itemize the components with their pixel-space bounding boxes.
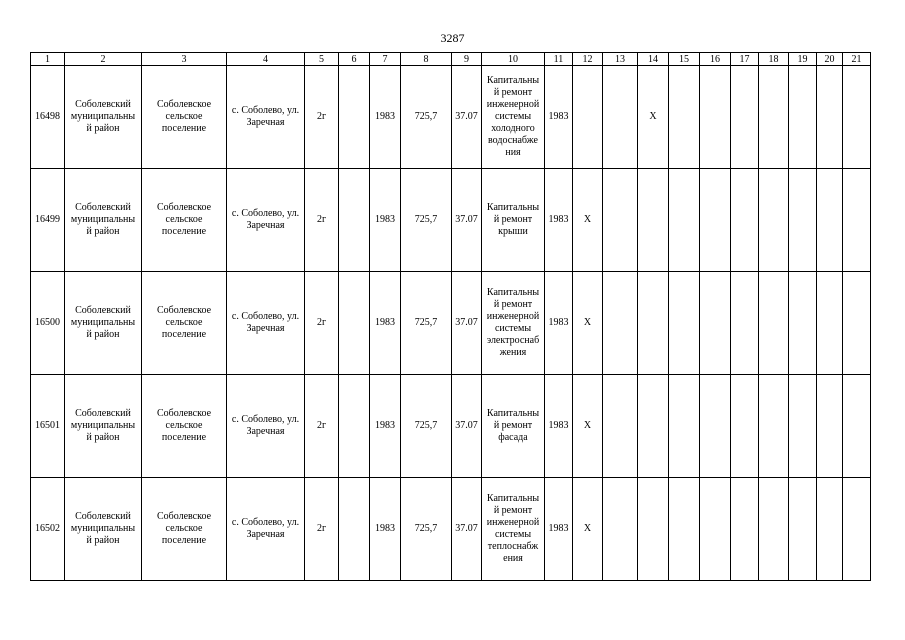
build-year-cell: 1983	[370, 478, 401, 581]
period-mark-cell-14	[638, 375, 669, 478]
rate-cell: 37.07	[452, 169, 482, 272]
year-cell: 1983	[545, 375, 573, 478]
period-mark-cell-14	[638, 478, 669, 581]
municipal-district-cell: Соболевский муниципальны й район	[65, 66, 142, 169]
period-mark-cell-15	[669, 375, 700, 478]
period-mark-cell-17	[731, 66, 759, 169]
period-mark-cell-13	[603, 478, 638, 581]
period-mark-cell-17	[731, 478, 759, 581]
area-cell: 725,7	[401, 169, 452, 272]
registry-table	[30, 52, 871, 581]
house-number-cell: 2г	[305, 272, 339, 375]
period-mark-cell-20	[817, 169, 843, 272]
column-header: 17	[731, 53, 759, 66]
column-number-row	[31, 53, 871, 66]
period-mark-cell-13	[603, 375, 638, 478]
period-mark-cell-18	[759, 375, 789, 478]
municipal-district-cell: Соболевский муниципальны й район	[65, 169, 142, 272]
corpus-cell	[339, 375, 370, 478]
column-header: 5	[305, 53, 339, 66]
period-mark-cell-20	[817, 375, 843, 478]
record-id-cell: 16499	[31, 169, 65, 272]
rate-cell: 37.07	[452, 272, 482, 375]
period-mark-cell-19	[789, 272, 817, 375]
period-mark-cell-16	[700, 478, 731, 581]
period-mark-cell-14: X	[638, 66, 669, 169]
settlement-cell: Соболевское сельское поселение	[142, 375, 227, 478]
municipal-district-cell: Соболевский муниципальны й район	[65, 375, 142, 478]
period-mark-cell-12	[573, 66, 603, 169]
settlement-cell: Соболевское сельское поселение	[142, 66, 227, 169]
work-type-cell: Капитальны й ремонт инженерной системы холодного водоснабже ния	[482, 66, 545, 169]
table-row	[31, 66, 871, 169]
column-header: 19	[789, 53, 817, 66]
period-mark-cell-16	[700, 66, 731, 169]
column-header: 4	[227, 53, 305, 66]
period-mark-cell-20	[817, 66, 843, 169]
address-cell: с. Соболево, ул. Заречная	[227, 169, 305, 272]
period-mark-cell-13	[603, 66, 638, 169]
table-body	[31, 66, 871, 581]
year-cell: 1983	[545, 478, 573, 581]
house-number-cell: 2г	[305, 375, 339, 478]
record-id-cell: 16498	[31, 66, 65, 169]
period-mark-cell-16	[700, 375, 731, 478]
period-mark-cell-13	[603, 169, 638, 272]
build-year-cell: 1983	[370, 66, 401, 169]
settlement-cell: Соболевское сельское поселение	[142, 272, 227, 375]
period-mark-cell-19	[789, 478, 817, 581]
period-mark-cell-18	[759, 66, 789, 169]
record-id-cell: 16500	[31, 272, 65, 375]
municipal-district-cell: Соболевский муниципальны й район	[65, 478, 142, 581]
period-mark-cell-15	[669, 478, 700, 581]
record-id-cell: 16502	[31, 478, 65, 581]
settlement-cell: Соболевское сельское поселение	[142, 169, 227, 272]
period-mark-cell-18	[759, 478, 789, 581]
period-mark-cell-12: X	[573, 272, 603, 375]
table-row	[31, 478, 871, 581]
column-header: 12	[573, 53, 603, 66]
period-mark-cell-17	[731, 272, 759, 375]
column-header: 15	[669, 53, 700, 66]
column-header: 14	[638, 53, 669, 66]
rate-cell: 37.07	[452, 375, 482, 478]
period-mark-cell-20	[817, 478, 843, 581]
year-cell: 1983	[545, 272, 573, 375]
year-cell: 1983	[545, 66, 573, 169]
column-header: 7	[370, 53, 401, 66]
address-cell: с. Соболево, ул. Заречная	[227, 478, 305, 581]
table-row	[31, 375, 871, 478]
period-mark-cell-19	[789, 169, 817, 272]
column-header: 18	[759, 53, 789, 66]
rate-cell: 37.07	[452, 478, 482, 581]
period-mark-cell-12: X	[573, 375, 603, 478]
column-header: 21	[843, 53, 871, 66]
period-mark-cell-21	[843, 66, 871, 169]
address-cell: с. Соболево, ул. Заречная	[227, 272, 305, 375]
period-mark-cell-21	[843, 375, 871, 478]
column-header: 13	[603, 53, 638, 66]
period-mark-cell-21	[843, 169, 871, 272]
work-type-cell: Капитальны й ремонт крыши	[482, 169, 545, 272]
build-year-cell: 1983	[370, 375, 401, 478]
column-header: 6	[339, 53, 370, 66]
corpus-cell	[339, 272, 370, 375]
area-cell: 725,7	[401, 272, 452, 375]
period-mark-cell-14	[638, 272, 669, 375]
area-cell: 725,7	[401, 375, 452, 478]
address-cell: с. Соболево, ул. Заречная	[227, 375, 305, 478]
period-mark-cell-19	[789, 66, 817, 169]
work-type-cell: Капитальны й ремонт фасада	[482, 375, 545, 478]
period-mark-cell-18	[759, 169, 789, 272]
period-mark-cell-12: X	[573, 169, 603, 272]
address-cell: с. Соболево, ул. Заречная	[227, 66, 305, 169]
column-header: 1	[31, 53, 65, 66]
settlement-cell: Соболевское сельское поселение	[142, 478, 227, 581]
record-id-cell: 16501	[31, 375, 65, 478]
column-header: 16	[700, 53, 731, 66]
column-header: 9	[452, 53, 482, 66]
area-cell: 725,7	[401, 66, 452, 169]
period-mark-cell-15	[669, 66, 700, 169]
period-mark-cell-16	[700, 169, 731, 272]
corpus-cell	[339, 66, 370, 169]
column-header: 8	[401, 53, 452, 66]
period-mark-cell-17	[731, 375, 759, 478]
work-type-cell: Капитальны й ремонт инженерной системы электроснаб жения	[482, 272, 545, 375]
column-header: 11	[545, 53, 573, 66]
area-cell: 725,7	[401, 478, 452, 581]
column-header: 2	[65, 53, 142, 66]
column-header: 3	[142, 53, 227, 66]
corpus-cell	[339, 169, 370, 272]
table-header	[31, 53, 871, 66]
period-mark-cell-21	[843, 272, 871, 375]
corpus-cell	[339, 478, 370, 581]
table-row	[31, 169, 871, 272]
municipal-district-cell: Соболевский муниципальны й район	[65, 272, 142, 375]
year-cell: 1983	[545, 169, 573, 272]
page-number: 3287	[440, 31, 465, 45]
house-number-cell: 2г	[305, 66, 339, 169]
build-year-cell: 1983	[370, 169, 401, 272]
work-type-cell: Капитальны й ремонт инженерной системы теплоснабж ения	[482, 478, 545, 581]
house-number-cell: 2г	[305, 478, 339, 581]
period-mark-cell-15	[669, 169, 700, 272]
period-mark-cell-12: X	[573, 478, 603, 581]
period-mark-cell-17	[731, 169, 759, 272]
period-mark-cell-14	[638, 169, 669, 272]
table-row	[31, 272, 871, 375]
period-mark-cell-13	[603, 272, 638, 375]
rate-cell: 37.07	[452, 66, 482, 169]
column-header: 20	[817, 53, 843, 66]
period-mark-cell-15	[669, 272, 700, 375]
period-mark-cell-20	[817, 272, 843, 375]
period-mark-cell-16	[700, 272, 731, 375]
period-mark-cell-21	[843, 478, 871, 581]
build-year-cell: 1983	[370, 272, 401, 375]
period-mark-cell-18	[759, 272, 789, 375]
column-header: 10	[482, 53, 545, 66]
house-number-cell: 2г	[305, 169, 339, 272]
period-mark-cell-19	[789, 375, 817, 478]
